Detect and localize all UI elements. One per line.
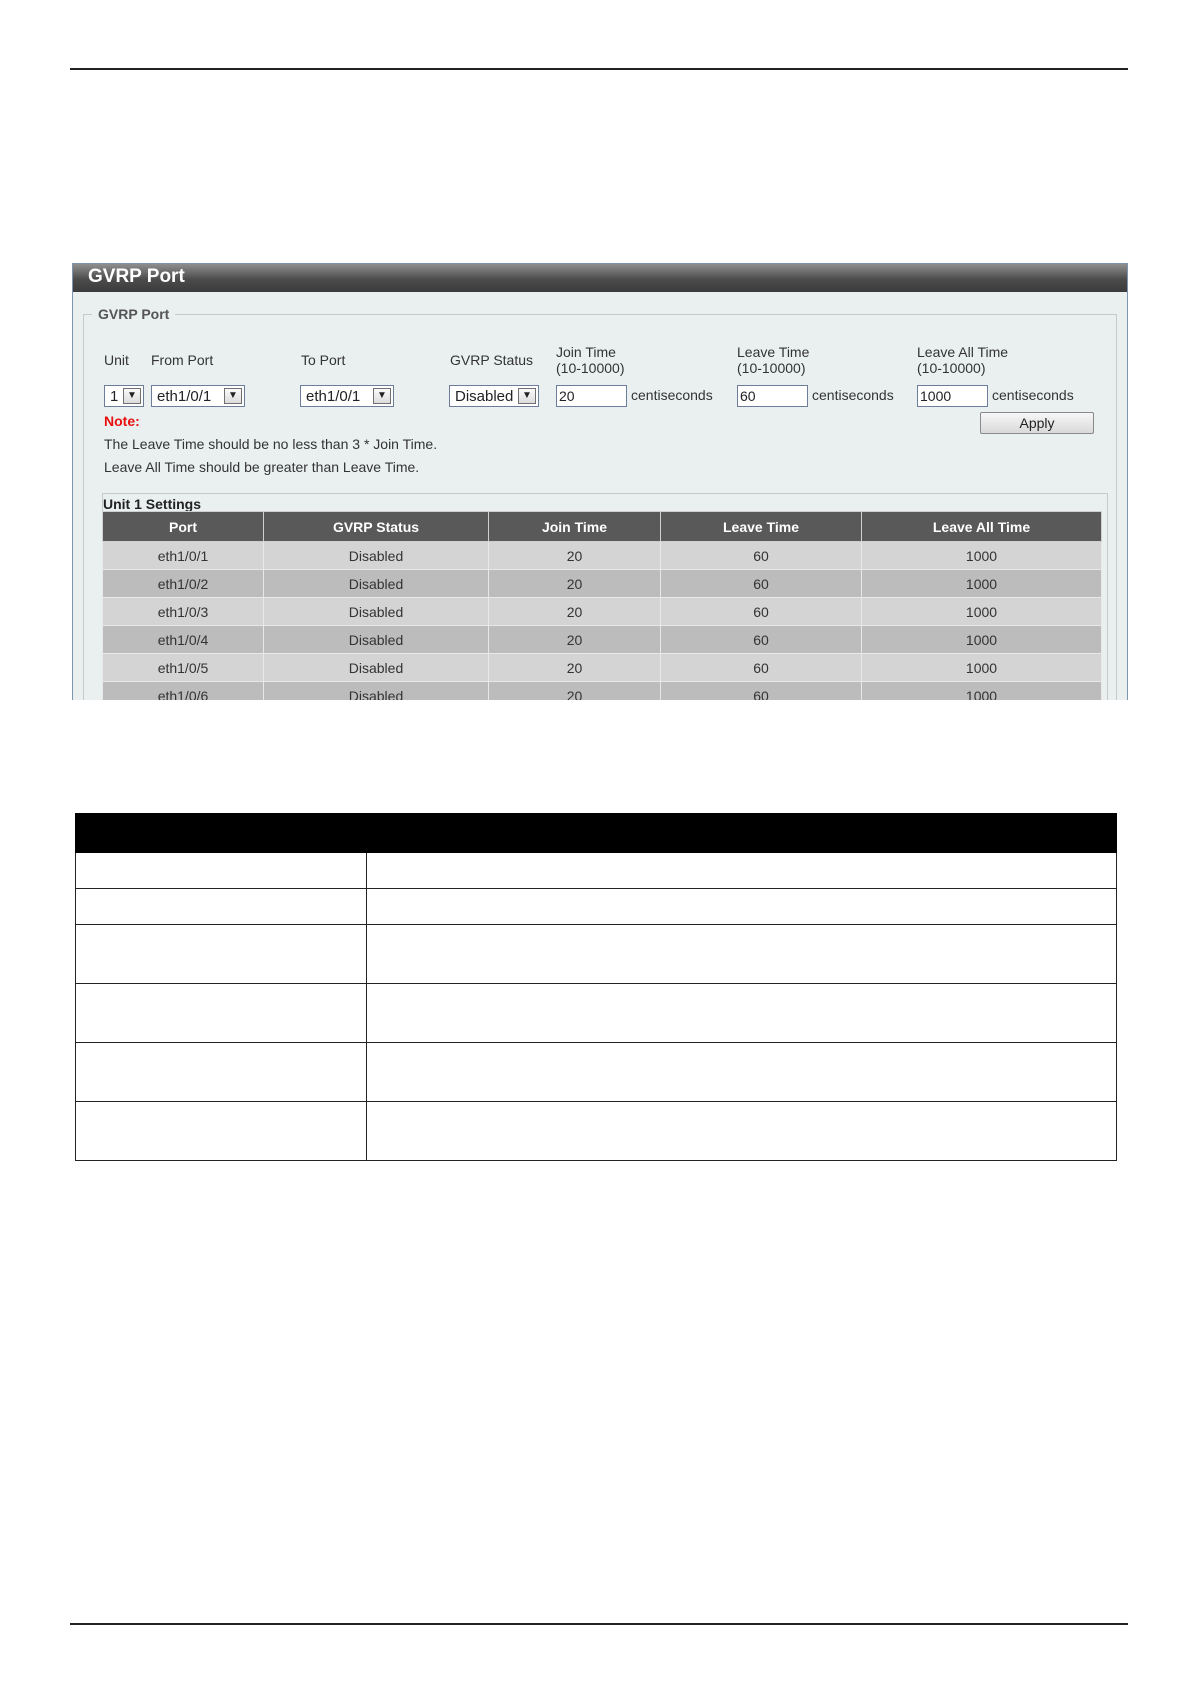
cell-status: Disabled <box>264 654 489 682</box>
join-time-range: (10-10000) <box>556 360 625 376</box>
parameter-header-row <box>76 814 1117 853</box>
from-port-value: eth1/0/1 <box>157 388 212 405</box>
footer-rule <box>70 1623 1128 1625</box>
cell-status: Disabled <box>264 542 489 570</box>
gvrp-port-fieldset <box>83 306 1117 700</box>
cell-leave: 60 <box>661 598 862 626</box>
cell-leave: 60 <box>661 682 862 701</box>
panel-title: GVRP Port <box>73 264 1127 292</box>
cell-status: Disabled <box>264 570 489 598</box>
parameter-cell <box>76 889 367 925</box>
parameter-cell <box>76 1043 367 1102</box>
leave-time-input[interactable]: 60 <box>737 385 808 407</box>
cell-join: 20 <box>489 598 661 626</box>
leave-all-time-input[interactable]: 1000 <box>917 385 988 407</box>
leave-time-range: (10-10000) <box>737 360 806 376</box>
parameter-row <box>76 853 1117 889</box>
gvrp-port-table <box>102 511 1102 700</box>
parameter-row <box>76 984 1117 1043</box>
cell-leave-all: 1000 <box>862 626 1102 654</box>
cell-port: eth1/0/3 <box>103 598 264 626</box>
table-row <box>103 598 1102 626</box>
gvrp-status-value: Disabled <box>455 388 514 405</box>
parameter-table <box>75 813 1117 1161</box>
parameter-row <box>76 889 1117 925</box>
cell-join: 20 <box>489 570 661 598</box>
table-header-row <box>103 512 1102 542</box>
table-row <box>103 570 1102 598</box>
unit-label: Unit <box>104 352 129 368</box>
apply-button[interactable]: Apply <box>980 412 1094 434</box>
description-cell <box>367 1102 1117 1161</box>
parameter-header-cell <box>76 814 367 853</box>
parameter-cell <box>76 1102 367 1161</box>
cell-join: 20 <box>489 542 661 570</box>
parameter-cell <box>76 853 367 889</box>
table-row <box>103 654 1102 682</box>
description-cell <box>367 984 1117 1043</box>
cell-status: Disabled <box>264 626 489 654</box>
fieldset-legend: GVRP Port <box>92 306 175 322</box>
cell-status: Disabled <box>264 682 489 701</box>
note-line: Leave All Time should be greater than Leave Time. <box>104 459 420 475</box>
table-row <box>103 682 1102 701</box>
cell-leave-all: 1000 <box>862 570 1102 598</box>
settings-title: Unit 1 Settings <box>103 496 202 512</box>
description-header-cell <box>367 814 1117 853</box>
unit-select-value: 1 <box>110 388 119 405</box>
description-cell <box>367 1043 1117 1102</box>
cell-port: eth1/0/4 <box>103 626 264 654</box>
description-cell <box>367 889 1117 925</box>
to-port-select[interactable] <box>300 385 394 407</box>
leave-time-unit: centiseconds <box>812 387 894 403</box>
cell-leave: 60 <box>661 542 862 570</box>
join-time-input[interactable]: 20 <box>556 385 627 407</box>
table-row <box>103 626 1102 654</box>
note-label: Note: <box>104 413 140 429</box>
parameter-cell <box>76 925 367 984</box>
col-leave-time: Leave Time <box>661 512 862 542</box>
chevron-down-icon[interactable]: ▼ <box>224 388 242 404</box>
chevron-down-icon[interactable]: ▼ <box>373 388 391 404</box>
table-row <box>103 542 1102 570</box>
join-time-unit: centiseconds <box>631 387 713 403</box>
gvrp-status-label: GVRP Status <box>450 352 534 368</box>
cell-join: 20 <box>489 682 661 701</box>
cell-port: eth1/0/5 <box>103 654 264 682</box>
col-join-time: Join Time <box>489 512 661 542</box>
cell-leave: 60 <box>661 654 862 682</box>
parameter-row <box>76 1102 1117 1161</box>
col-leave-all-time: Leave All Time <box>862 512 1102 542</box>
to-port-value: eth1/0/1 <box>306 388 361 405</box>
gvrp-status-select[interactable] <box>449 385 539 407</box>
leave-time-label: Leave Time <box>737 344 810 360</box>
col-gvrp-status: GVRP Status <box>264 512 489 542</box>
from-port-select[interactable] <box>151 385 245 407</box>
to-port-label: To Port <box>301 352 346 368</box>
cell-port: eth1/0/6 <box>103 682 264 701</box>
cell-leave-all: 1000 <box>862 598 1102 626</box>
cell-join: 20 <box>489 654 661 682</box>
description-cell <box>367 853 1117 889</box>
cell-join: 20 <box>489 626 661 654</box>
description-cell <box>367 925 1117 984</box>
parameter-cell <box>76 984 367 1043</box>
join-time-label: Join Time <box>556 344 616 360</box>
parameter-row <box>76 1043 1117 1102</box>
cell-leave: 60 <box>661 570 862 598</box>
cell-leave-all: 1000 <box>862 682 1102 701</box>
gvrp-port-panel <box>72 263 1128 700</box>
chevron-down-icon[interactable]: ▼ <box>123 388 141 404</box>
cell-leave: 60 <box>661 626 862 654</box>
from-port-label: From Port <box>151 352 214 368</box>
leave-all-time-unit: centiseconds <box>992 387 1074 403</box>
cell-leave-all: 1000 <box>862 542 1102 570</box>
col-port: Port <box>103 512 264 542</box>
parameter-row <box>76 925 1117 984</box>
leave-all-time-range: (10-10000) <box>917 360 986 376</box>
leave-all-time-label: Leave All Time <box>917 344 1009 360</box>
note-line: The Leave Time should be no less than 3 * Join Time. <box>104 436 438 452</box>
unit-select[interactable] <box>104 385 144 407</box>
header-rule <box>70 68 1128 70</box>
cell-leave-all: 1000 <box>862 654 1102 682</box>
cell-port: eth1/0/2 <box>103 570 264 598</box>
cell-status: Disabled <box>264 598 489 626</box>
cell-port: eth1/0/1 <box>103 542 264 570</box>
chevron-down-icon[interactable]: ▼ <box>518 388 536 404</box>
